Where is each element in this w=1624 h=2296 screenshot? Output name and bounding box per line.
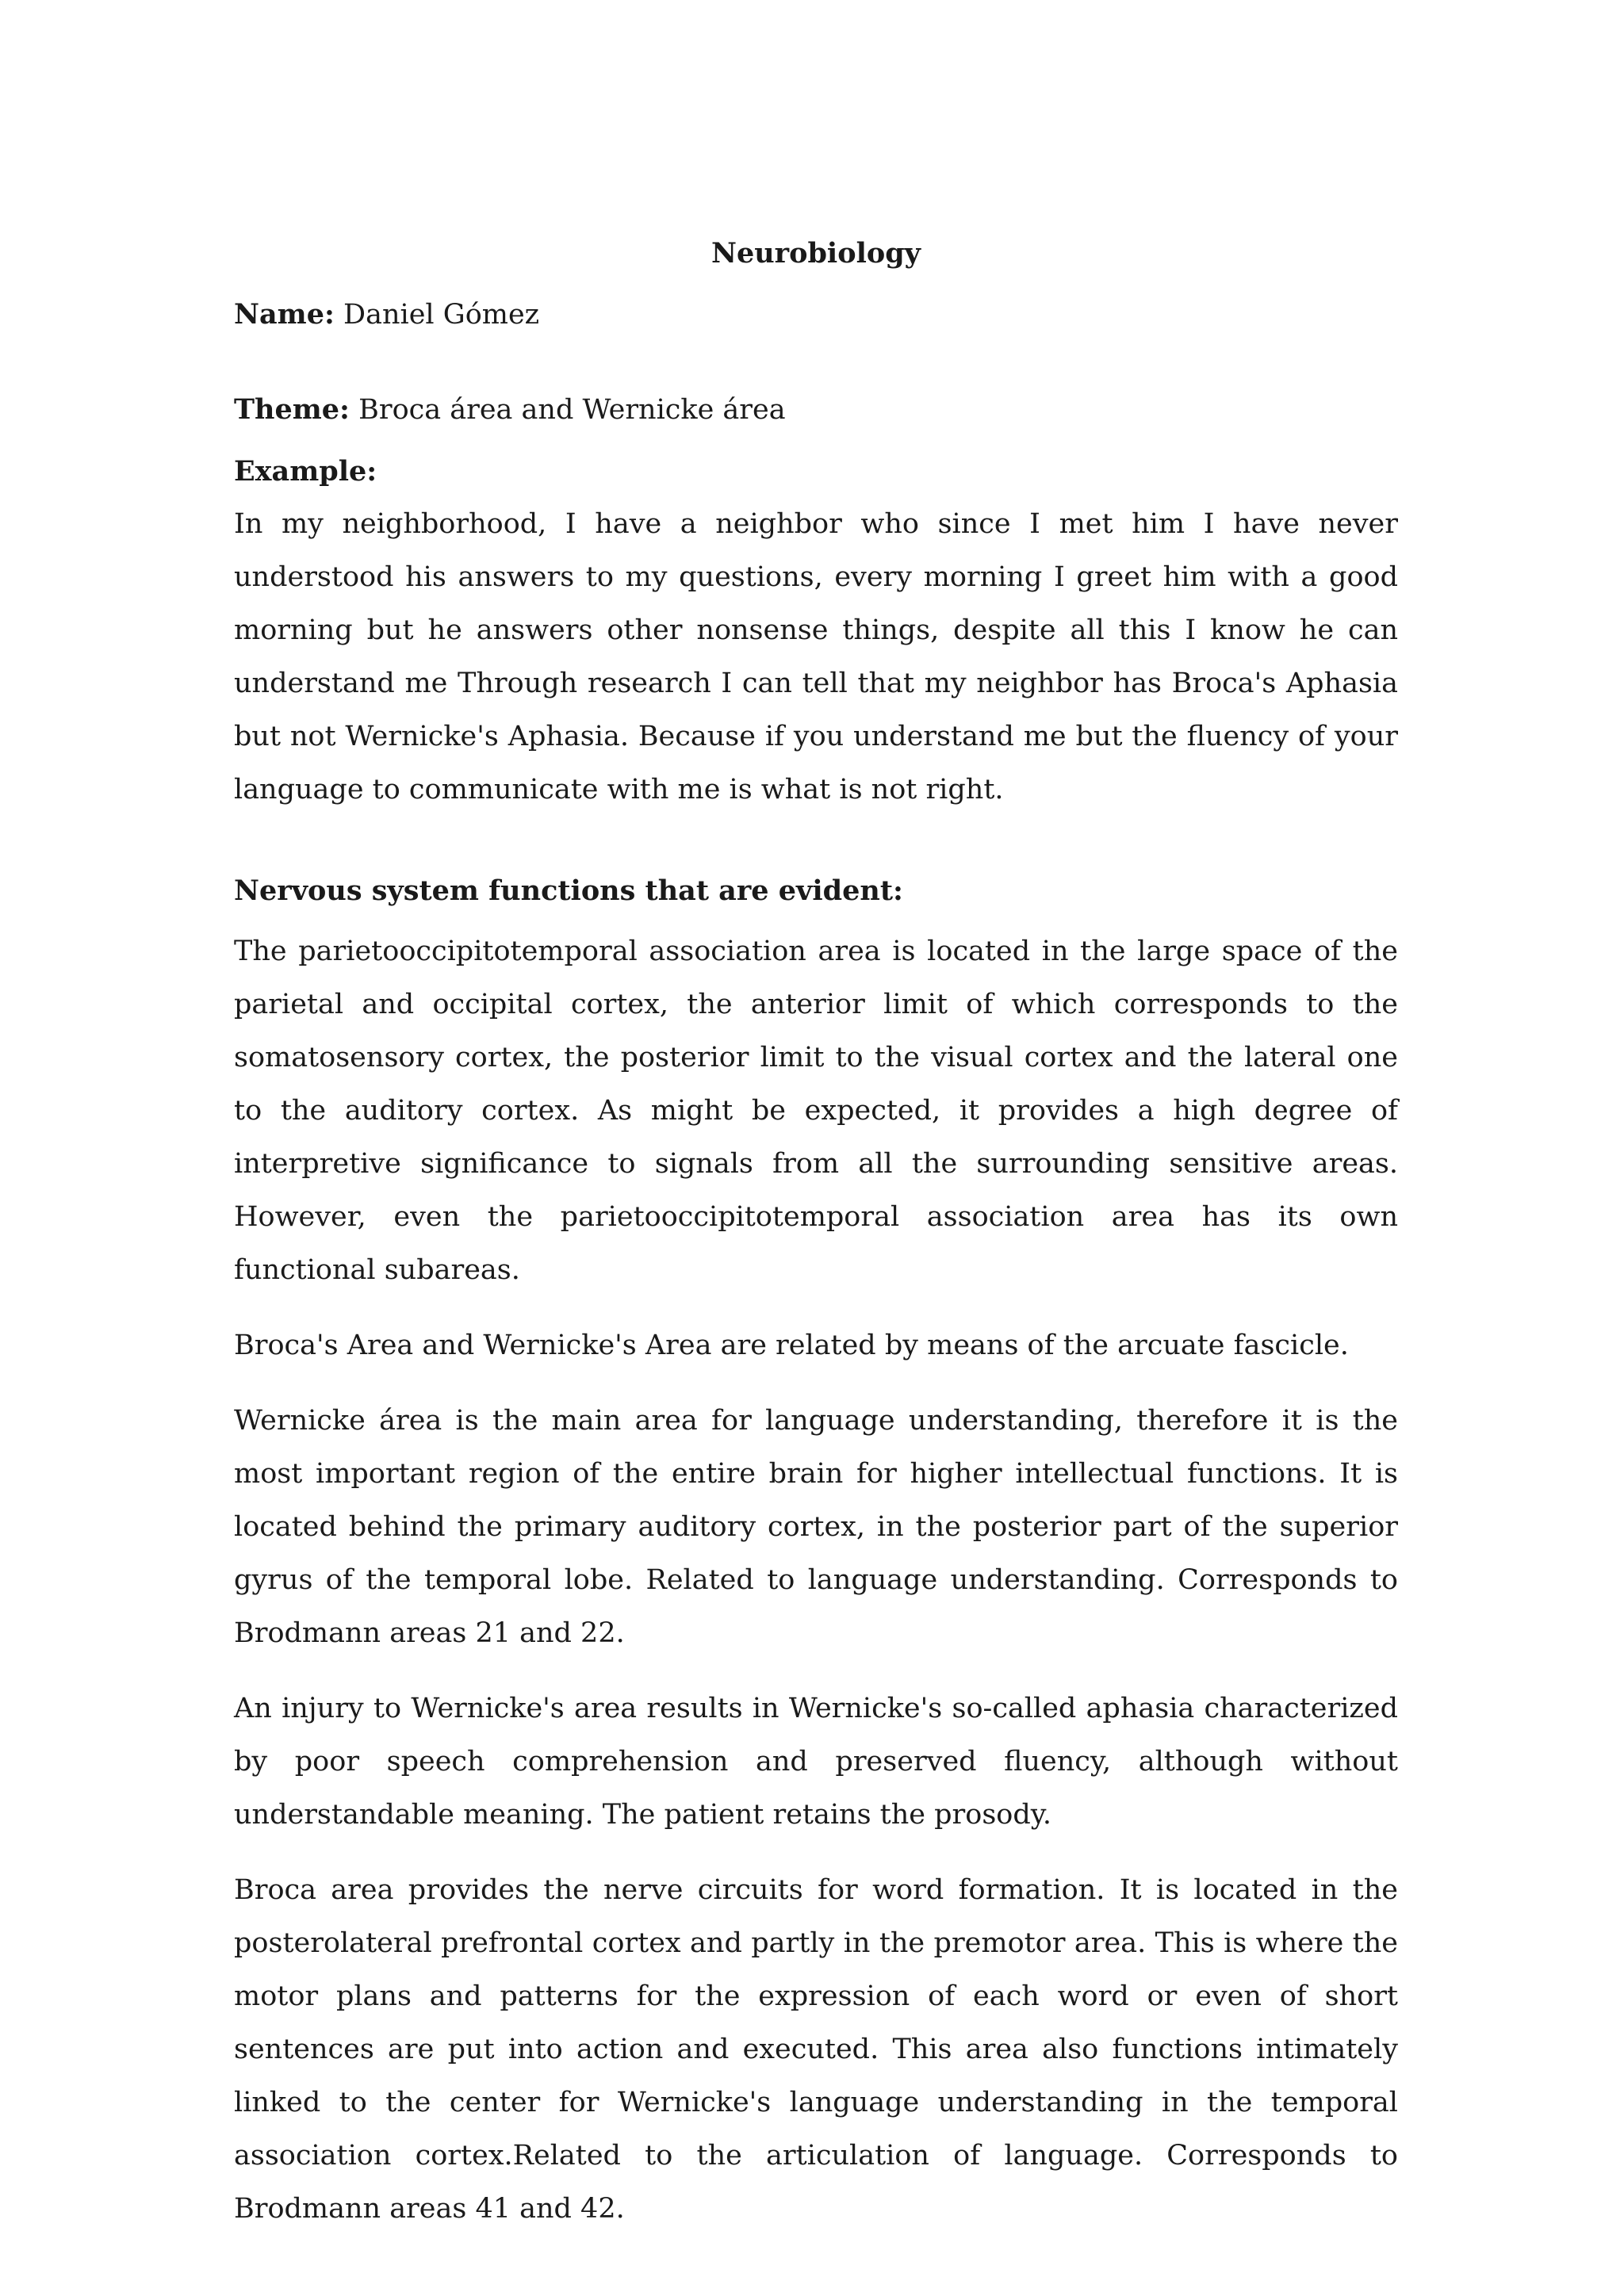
paragraph-broca-area: Broca area provides the nerve circuits for word formation. It is located in the posterolateral prefrontal cortex and partly in the premotor area. This is where the motor plans and patterns for the expression of each word or even of short sentences are put into action and executed. This area also functions intimately linked to the center for Wernicke's language understanding in the temporal association cortex.Related to the articulation of language. Corresponds to Brodmann areas 41 and 42. <box>234 1874 1398 2225</box>
theme-label: Theme: <box>234 393 350 426</box>
theme-value: Broca área and Wernicke área <box>358 394 786 426</box>
document-title: Neurobiology <box>710 237 921 270</box>
theme-field <box>234 383 1398 437</box>
paragraph-wernicke-area: Wernicke área is the main area for language understanding, therefore it is the most important region of the entire brain for higher intellectual functions. It is located behind the primary auditory cortex, in the posterior part of the superior gyrus of the temporal lobe. Related to language understanding. Corresponds to Brodmann areas 21 and 22. <box>234 1405 1398 1649</box>
name-value: Daniel Gómez <box>343 299 540 331</box>
example-heading: Example: <box>234 455 377 488</box>
paragraph-arcuate-fascicle: Broca's Area and Wernicke's Area are related by means of the arcuate fascicle. <box>234 1330 1349 1361</box>
document-body <box>234 227 1398 2236</box>
paragraph-wernicke-aphasia: An injury to Wernicke's area results in Wernicke's so-called aphasia characterized by poor speech comprehension and preserved fluency, although without understandable meaning. The patient retains the prosody. <box>234 1693 1398 1831</box>
example-paragraph: In my neighborhood, I have a neighbor who since I met him I have never understood his answers to my questions, every morning I greet him with a good morning but he answers other nonsense things, despite all this I know he can understand me Through research I can tell that my neighbor has Broca's Aphasia but not Wernicke's Aphasia. Because if you understand me but the fluency of your language to communicate with me is what is not right. <box>234 508 1398 806</box>
section-heading: Nervous system functions that are evident: <box>234 874 903 907</box>
paragraph-association-area: The parietooccipitotemporal association area is located in the large space of the parietal and occipital cortex, the anterior limit of which corresponds to the somatosensory cortex, the posterior limit to the visual cortex and the lateral one to the auditory cortex. As might be expected, it provides a high degree of interpretive significance to signals from all the surrounding sensitive areas. However, even the parietooccipitotemporal association area has its own functional subareas. <box>234 936 1398 1286</box>
name-label: Name: <box>234 298 335 331</box>
name-field <box>234 288 1398 342</box>
